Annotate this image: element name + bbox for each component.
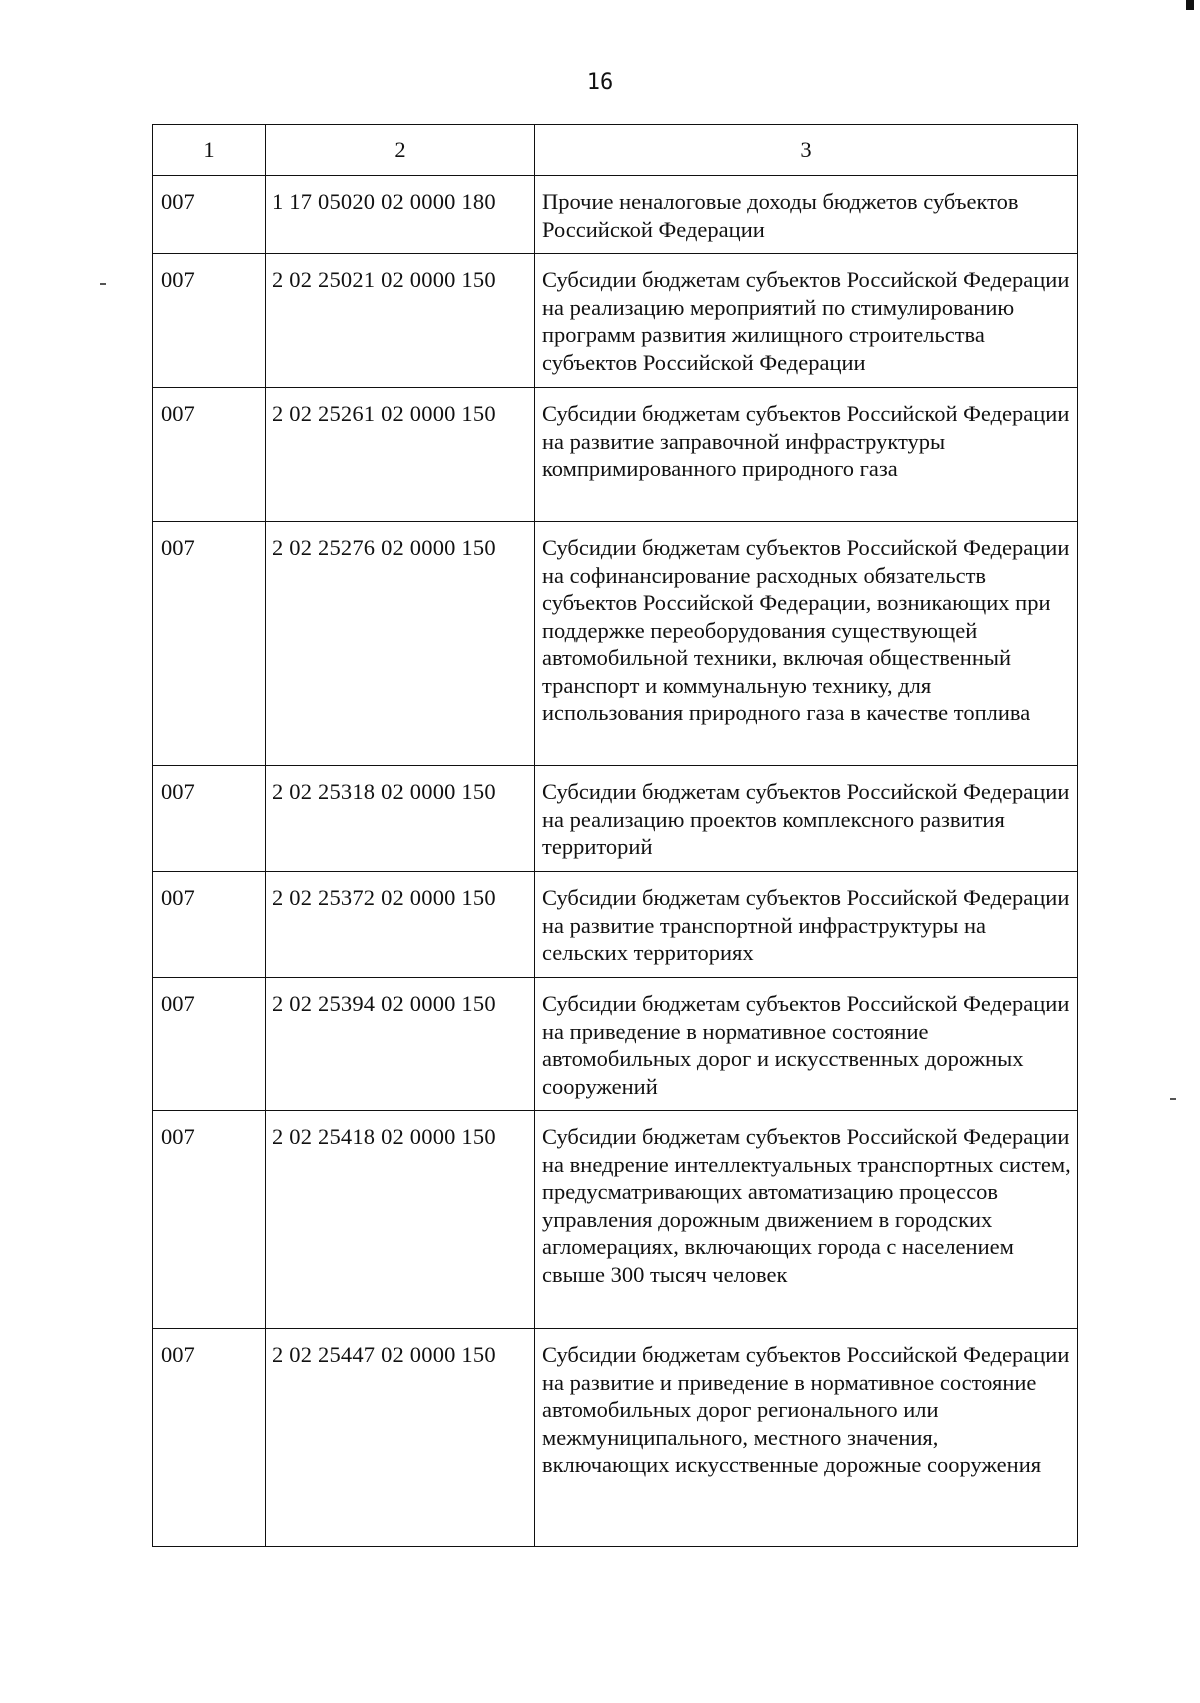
admin-code-cell: 007 <box>153 872 266 978</box>
description-cell: Субсидии бюджетам субъектов Российской Федерации на развитие заправочной инфраструктуры компримированного природного газа <box>535 388 1078 522</box>
description-cell: Субсидии бюджетам субъектов Российской Федерации на приведение в нормативное состояние автомобильных дорог и искусственных дорожных сооружений <box>535 978 1078 1111</box>
header-row <box>153 125 1078 176</box>
budget-code-cell: 2 02 25021 02 0000 150 <box>266 254 535 388</box>
description-cell: Субсидии бюджетам субъектов Российской Федерации на развитие и приведение в нормативное состояние автомобильных дорог регионального или межмуниципального, местного значения, включающих искусственные дорожные сооружения <box>535 1329 1078 1547</box>
description-cell: Субсидии бюджетам субъектов Российской Федерации на развитие транспортной инфраструктуры на сельских территориях <box>535 872 1078 978</box>
admin-code-cell: 007 <box>153 1329 266 1547</box>
budget-code-cell: 2 02 25261 02 0000 150 <box>266 388 535 522</box>
table-row <box>153 254 1078 388</box>
budget-code-cell: 2 02 25418 02 0000 150 <box>266 1111 535 1329</box>
header-col-2: 2 <box>266 125 535 176</box>
table-row <box>153 388 1078 522</box>
description-cell: Субсидии бюджетам субъектов Российской Федерации на софинансирование расходных обязательств субъектов Российской Федерации, возникающих при поддержке переоборудования существующей автомобильной техники, включая общественный транспорт и коммунальную технику, для использования природного газа в качестве топлива <box>535 522 1078 766</box>
admin-code-cell: 007 <box>153 254 266 388</box>
description-cell: Субсидии бюджетам субъектов Российской Федерации на реализацию мероприятий по стимулированию программ развития жилищного строительства субъектов Российской Федерации <box>535 254 1078 388</box>
budget-code-cell: 2 02 25394 02 0000 150 <box>266 978 535 1111</box>
table-row <box>153 872 1078 978</box>
description-cell: Субсидии бюджетам субъектов Российской Федерации на реализацию проектов комплексного развития территорий <box>535 766 1078 872</box>
header-col-3: 3 <box>535 125 1078 176</box>
table-row <box>153 1111 1078 1329</box>
admin-code-cell: 007 <box>153 766 266 872</box>
budget-code-cell: 2 02 25447 02 0000 150 <box>266 1329 535 1547</box>
revenue-codes-table <box>152 124 1078 1547</box>
budget-code-cell: 2 02 25276 02 0000 150 <box>266 522 535 766</box>
description-cell: Субсидии бюджетам субъектов Российской Федерации на внедрение интеллектуальных транспортных систем, предусматривающих автоматизацию процессов управления дорожным движением в городских агломерациях, включающих города с населением свыше 300 тысяч человек <box>535 1111 1078 1329</box>
admin-code-cell: 007 <box>153 522 266 766</box>
scan-speck <box>100 283 106 285</box>
table-body <box>153 176 1078 1547</box>
header-col-1: 1 <box>153 125 266 176</box>
budget-code-cell: 2 02 25318 02 0000 150 <box>266 766 535 872</box>
table-header <box>153 125 1078 176</box>
scan-edge-mark <box>1186 0 1194 10</box>
admin-code-cell: 007 <box>153 388 266 522</box>
description-cell: Прочие неналоговые доходы бюджетов субъектов Российской Федерации <box>535 176 1078 254</box>
table-row <box>153 1329 1078 1547</box>
table-row <box>153 978 1078 1111</box>
table-row <box>153 766 1078 872</box>
budget-code-cell: 2 02 25372 02 0000 150 <box>266 872 535 978</box>
table-row <box>153 176 1078 254</box>
budget-code-cell: 1 17 05020 02 0000 180 <box>266 176 535 254</box>
scan-speck <box>1170 1098 1176 1100</box>
admin-code-cell: 007 <box>153 978 266 1111</box>
table-row <box>153 522 1078 766</box>
admin-code-cell: 007 <box>153 176 266 254</box>
page-number: 16 <box>586 70 614 95</box>
admin-code-cell: 007 <box>153 1111 266 1329</box>
